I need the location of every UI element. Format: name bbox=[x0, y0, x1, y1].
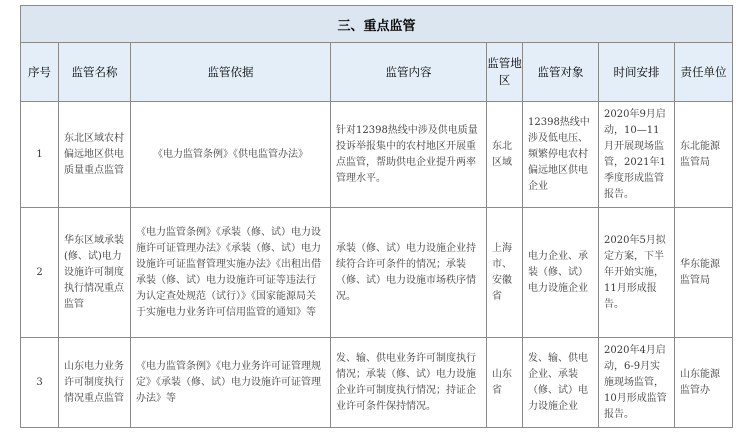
cell-name: 山东电力业务许可制度执行情况重点监管 bbox=[59, 338, 131, 428]
cell-name: 华东区域承装(修、试)电力设施许可制度执行情况重点监管 bbox=[59, 208, 131, 338]
header-basis: 监管依据 bbox=[131, 43, 331, 102]
cell-schedule: 2020年5月拟定方案，下半年开始实施，11月形成报告。 bbox=[599, 208, 675, 338]
cell-basis: 《电力监管条例》《供电监管办法》 bbox=[131, 102, 331, 208]
table-row bbox=[21, 102, 733, 208]
cell-name: 东北区域农村偏远地区供电质量重点监管 bbox=[59, 102, 131, 208]
cell-target: 发、输、供电企业、承装（修、试）电力设施企业 bbox=[523, 338, 599, 428]
cell-schedule: 2020年9月启动，10—11月开展现场监管，2021年1季度形成监管报告。 bbox=[599, 102, 675, 208]
cell-region: 上海市、安徽省 bbox=[487, 208, 523, 338]
cell-content: 发、输、供电业务许可制度执行情况；承装（修、试）电力设施企业许可制度执行情况；持证企业许可条件保持情况。 bbox=[331, 338, 487, 428]
cell-target: 12398热线中涉及低电压、频繁停电农村偏远地区供电企业 bbox=[523, 102, 599, 208]
cell-schedule: 2020年4月启动，6-9月实施现场监管，10月形成监管报告。 bbox=[599, 338, 675, 428]
header-schedule: 时间安排 bbox=[599, 43, 675, 102]
cell-no: 2 bbox=[21, 208, 59, 338]
cell-region: 东北区域 bbox=[487, 102, 523, 208]
header-region: 监管地区 bbox=[487, 43, 523, 102]
cell-region: 山东省 bbox=[487, 338, 523, 428]
cell-no: 3 bbox=[21, 338, 59, 428]
header-target: 监管对象 bbox=[523, 43, 599, 102]
header-name: 监管名称 bbox=[59, 43, 131, 102]
supervision-table bbox=[20, 5, 733, 428]
table-row bbox=[21, 338, 733, 428]
header-row bbox=[21, 43, 733, 102]
table-row bbox=[21, 208, 733, 338]
cell-unit: 山东能源监管办 bbox=[675, 338, 733, 428]
cell-basis: 《电力监管条例》《电力业务许可证管理规定》《承装（修、试）电力设施许可证管理办法》等 bbox=[131, 338, 331, 428]
header-unit: 责任单位 bbox=[675, 43, 733, 102]
document-page bbox=[20, 5, 732, 428]
cell-basis: 《电力监管条例》《承装（修、试）电力设施许可证管理办法》《承装（修、试）电力设施许可证监督管理实施办法》《出租出借承装（修、试）电力设施许可证等违法行为认定查处规范（试行）》《国家能源局关于实施电力业务许可信用监管的通知》等 bbox=[131, 208, 331, 338]
cell-target: 电力企业、承装（修、试）电力设施企业 bbox=[523, 208, 599, 338]
cell-unit: 华东能源监管局 bbox=[675, 208, 733, 338]
header-content: 监管内容 bbox=[331, 43, 487, 102]
cell-content: 针对12398热线中涉及供电质量投诉举报集中的农村地区开展重点监管，帮助供电企业提升两率管理水平。 bbox=[331, 102, 487, 208]
cell-no: 1 bbox=[21, 102, 59, 208]
cell-content: 承装（修、试）电力设施企业持续符合许可条件的情况；承装（修、试）电力设施市场秩序情况。 bbox=[331, 208, 487, 338]
table-title: 三、重点监管 bbox=[21, 6, 733, 43]
cell-unit: 东北能源监管局 bbox=[675, 102, 733, 208]
header-no: 序号 bbox=[21, 43, 59, 102]
